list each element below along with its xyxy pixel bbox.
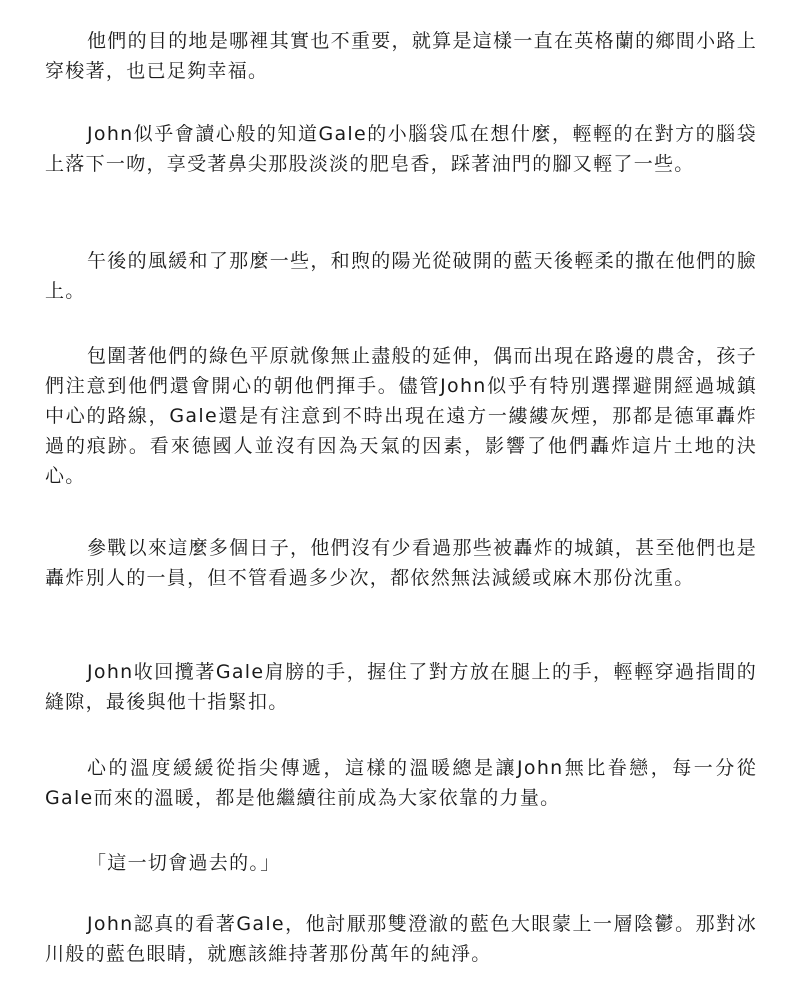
- paragraph-2: John似乎會讀心般的知道Gale的小腦袋瓜在想什麼，輕輕的在對方的腦袋上落下一吻，享受著鼻尖那股淡淡的肥皂香，踩著油門的腳又輕了一些。: [45, 123, 757, 175]
- paragraph-4: 包圍著他們的綠色平原就像無止盡般的延伸，偶而出現在路邊的農舍，孩子們注意到他們還會開心的朝他們揮手。儘管John似乎有特別選擇避開經過城鎮中心的路線，Gale還是有注意到不時出現在遠方一縷縷灰煙，那都是德軍轟炸過的痕跡。看來德國人並沒有因為天氣的因素，影響了他們轟炸這片土地的決心。: [45, 345, 757, 487]
- dialogue-line: 「這一切會過去的。」: [87, 852, 281, 874]
- paragraph-5: 參戰以來這麼多個日子，他們沒有少看過那些被轟炸的城鎮，甚至他們也是轟炸別人的一員，但不管看過多少次，都依然無法減緩或麻木那份沈重。: [45, 537, 757, 589]
- paragraph-9: John認真的看著Gale，他討厭那雙澄澈的藍色大眼蒙上一層陰鬱。那對冰川般的藍色眼睛，就應該維持著那份萬年的純淨。: [45, 913, 757, 965]
- paragraph-1: 他們的目的地是哪裡其實也不重要，就算是這樣一直在英格蘭的鄉間小路上穿梭著，也已足夠幸福。: [45, 30, 757, 82]
- paragraph-6: John收回攬著Gale肩膀的手，握住了對方放在腿上的手，輕輕穿過指間的縫隙，最後與他十指緊扣。: [45, 661, 757, 713]
- paragraph-7: 心的溫度緩緩從指尖傳遞，這樣的溫暖總是讓John無比眷戀，每一分從Gale而來的溫暖，都是他繼續往前成為大家依靠的力量。: [45, 757, 757, 809]
- paragraph-3: 午後的風緩和了那麼一些，和煦的陽光從破開的藍天後輕柔的撒在他們的臉上。: [45, 250, 757, 302]
